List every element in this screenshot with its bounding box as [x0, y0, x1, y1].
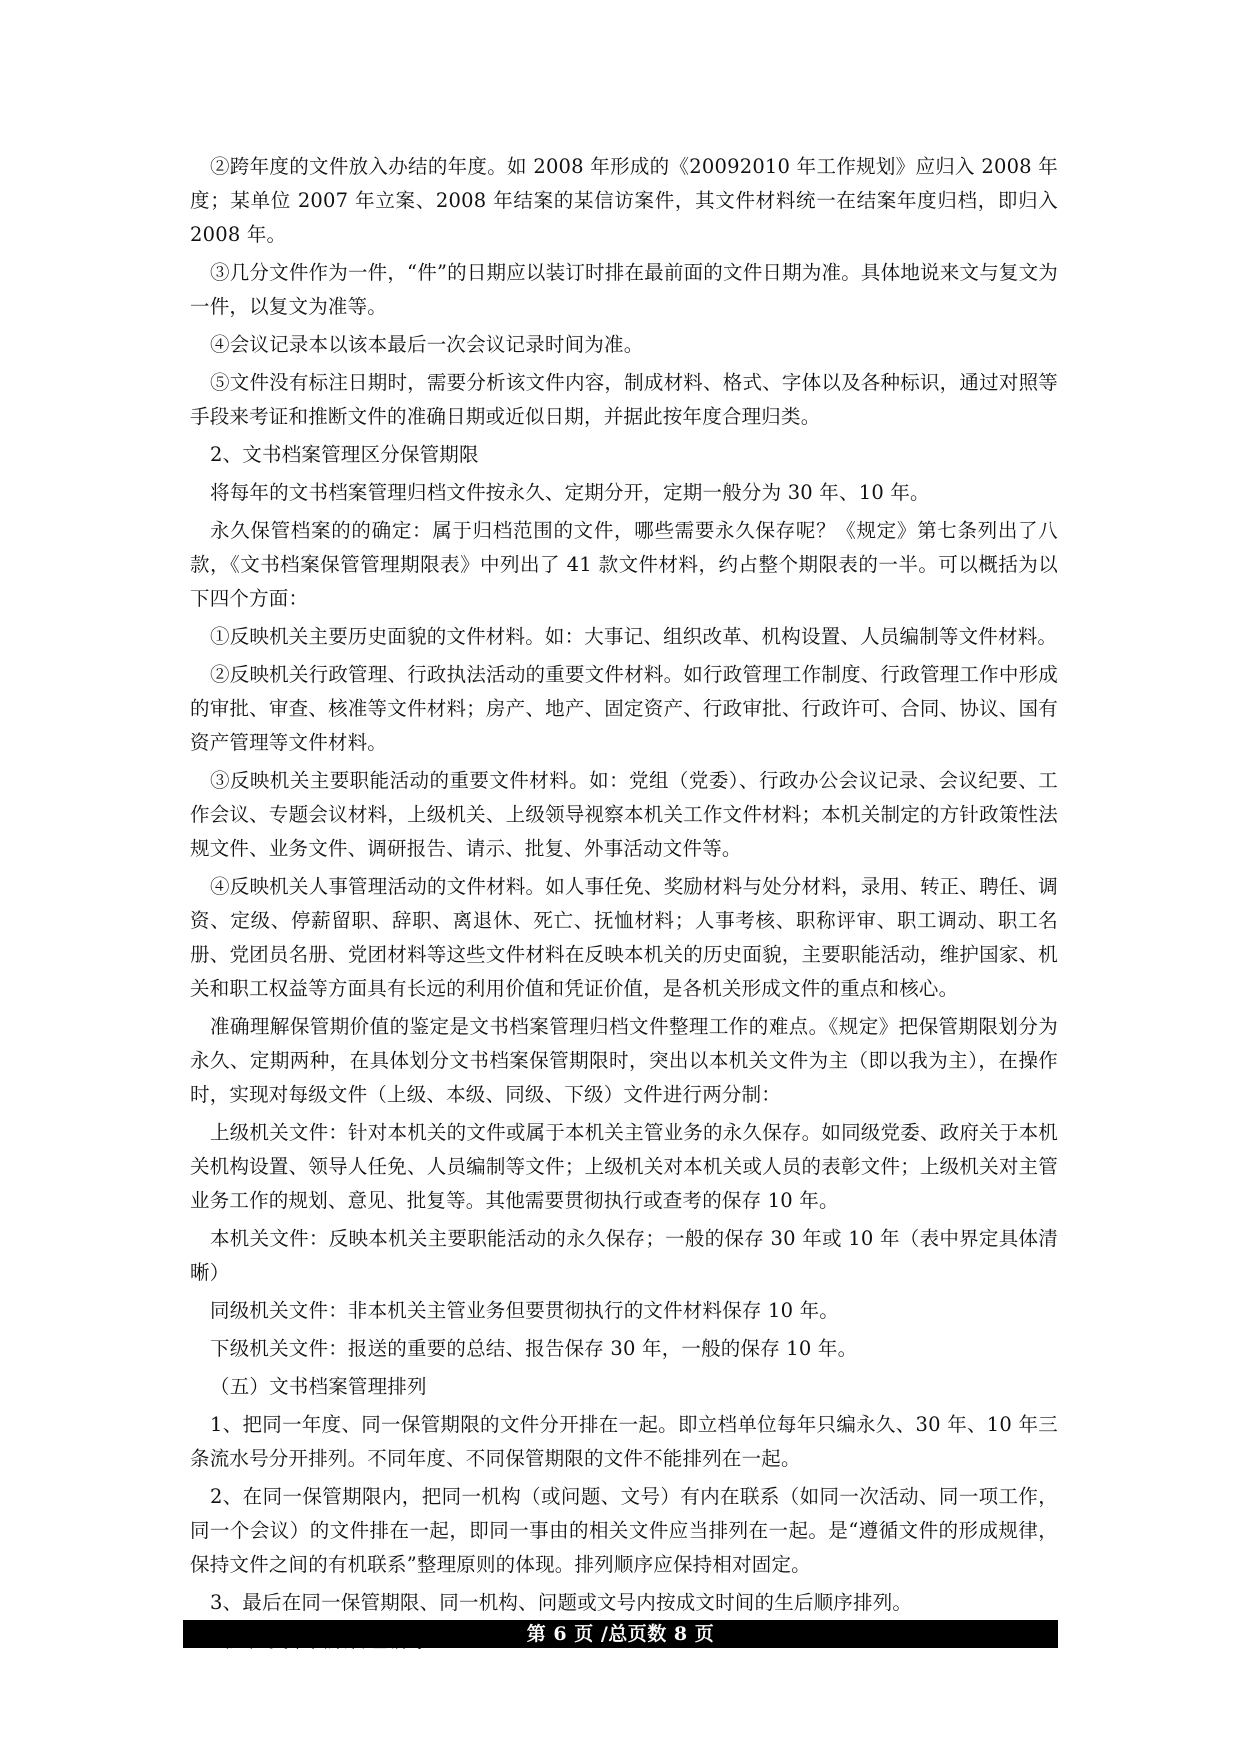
paragraph: ④会议记录本以该本最后一次会议记录时间为准。 — [210, 333, 644, 356]
section-heading: 2、文书档案管理区分保管期限 — [210, 443, 479, 466]
paragraph: 将每年的文书档案管理归档文件按永久、定期分开，定期一般分为 30 年、10 年。 — [210, 481, 930, 504]
paragraph: 2、在同一保管期限内，把同一机构（或问题、文号）有内在联系（如同一次活动、同一项工作，同一个会议）的文件排在一起，即同一事由的相关文件应当排列在一起。是“遵循文件的形成规律，保持文件之间的有机联系”整理原则的体现。排列顺序应保持相对固定。 — [190, 1485, 1058, 1576]
paragraph: ②反映机关行政管理、行政执法活动的重要文件材料。如行政管理工作制度、行政管理工作中形成的审批、审查、核准等文件材料；房产、地产、固定资产、行政审批、行政许可、合同、协议、国有资产管理等文件材料。 — [190, 663, 1058, 754]
document-body — [190, 150, 1058, 1662]
paragraph: ④反映机关人事管理活动的文件材料。如人事任免、奖励材料与处分材料，录用、转正、聘任、调资、定级、停薪留职、辞职、离退休、死亡、抚恤材料；人事考核、职称评审、职工调动、职工名册、党团员名册、党团材料等这些文件材料在反映本机关的历史面貌，主要职能活动，维护国家、机关和职工权益等方面具有长远的利用价值和凭证价值，是各机关形成文件的重点和核心。 — [190, 875, 1058, 1000]
section-heading: （五）文书档案管理排列 — [210, 1375, 427, 1398]
paragraph: 本机关文件：反映本机关主要职能活动的永久保存；一般的保存 30 年或 10 年（表中界定具体清晰） — [190, 1227, 1058, 1284]
paragraph: ③几分文件作为一件，“件”的日期应以装订时排在最前面的文件日期为准。具体地说来文与复文为一件，以复文为准等。 — [190, 261, 1058, 318]
paragraph: ②跨年度的文件放入办结的年度。如 2008 年形成的《20092010 年工作规划》应归入 2008 年度；某单位 2007 年立案、2008 年结案的某信访案件，其文件材料统一在结案年度归档，即归入 2008 年。 — [190, 155, 1058, 246]
page-number: 第 6 页 /总页数 8 页 — [526, 1623, 715, 1645]
paragraph: 下级机关文件：报送的重要的总结、报告保存 30 年，一般的保存 10 年。 — [210, 1337, 858, 1360]
paragraph: ①反映机关主要历史面貌的文件材料。如：大事记、组织改革、机构设置、人员编制等文件材料。 — [210, 625, 1058, 648]
paragraph: 上级机关文件：针对本机关的文件或属于本机关主管业务的永久保存。如同级党委、政府关于本机关机构设置、领导人任免、人员编制等文件；上级机关对本机关或人员的表彰文件；上级机关对主管业务工作的规划、意见、批复等。其他需要贯彻执行或查考的保存 10 年。 — [190, 1121, 1058, 1212]
paragraph: 永久保管档案的的确定：属于归档范围的文件，哪些需要永久保存呢？《规定》第七条列出了八款，《文书档案保管管理期限表》中列出了 41 款文件材料，约占整个期限表的一半。可以概括为以下四个方面： — [190, 519, 1058, 610]
paragraph: 3、最后在同一保管期限、同一机构、问题或文号内按成文时间的生后顺序排列。 — [210, 1591, 913, 1614]
paragraph: ③反映机关主要职能活动的重要文件材料。如：党组（党委）、行政办公会议记录、会议纪要、工作会议、专题会议材料，上级机关、上级领导视察本机关工作文件材料；本机关制定的方针政策性法规文件、业务文件、调研报告、请示、批复、外事活动文件等。 — [190, 769, 1058, 860]
paragraph: 准确理解保管期价值的鉴定是文书档案管理归档文件整理工作的难点。《规定》把保管期限划分为永久、定期两种，在具体划分文书档案保管期限时，突出以本机关文件为主（即以我为主），在操作时，实现对每级文件（上级、本级、同级、下级）文件进行两分制： — [190, 1015, 1058, 1106]
paragraph: ⑤文件没有标注日期时，需要分析该文件内容，制成材料、格式、字体以及各种标识，通过对照等手段来考证和推断文件的准确日期或近似日期，并据此按年度合理归类。 — [190, 371, 1058, 428]
paragraph: 1、把同一年度、同一保管期限的文件分开排在一起。即立档单位每年只编永久、30 年、10 年三条流水号分开排列。不同年度、不同保管期限的文件不能排列在一起。 — [190, 1413, 1058, 1470]
page-footer — [183, 1620, 1058, 1648]
paragraph: 同级机关文件：非本机关主管业务但要贯彻执行的文件材料保存 10 年。 — [210, 1299, 840, 1322]
